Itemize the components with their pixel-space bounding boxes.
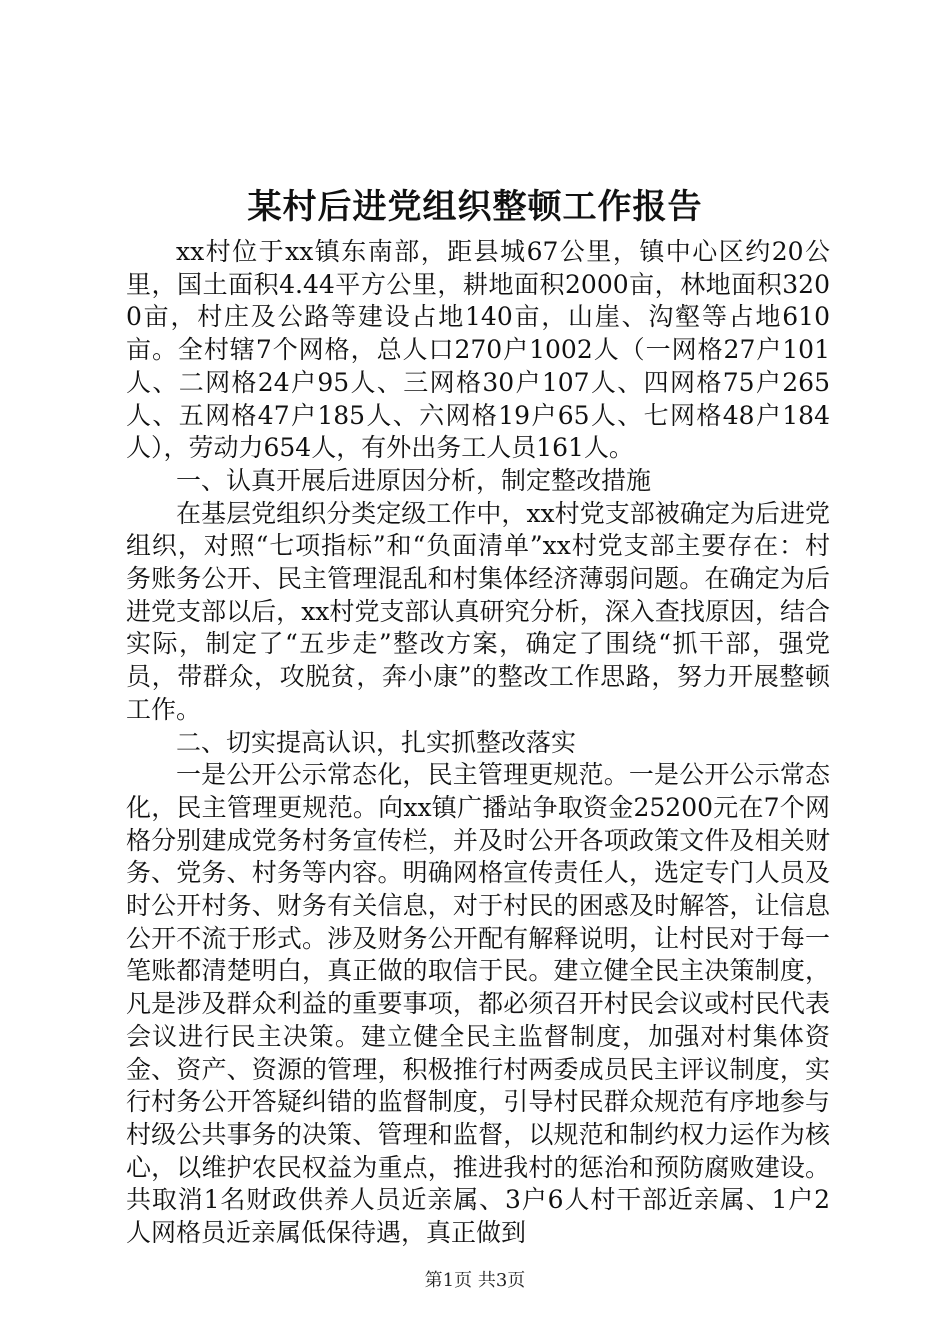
page-number: 第1页 共3页	[424, 1270, 526, 1291]
document-body	[126, 236, 830, 1250]
section-heading-2: 二、切实提高认识，扎实抓整改落实	[176, 727, 577, 757]
document-title: 某村后进党组织整顿工作报告	[247, 187, 703, 227]
intro-paragraph: xx村位于xx镇东南部，距县城67公里，镇中心区约20公里，国土面积4.44平方公里，耕地面积2000亩，林地面积3200亩，村庄及公路等建设占地140亩，山崖、沟壑等占地610亩。全村辖7个网格，总人口270户1002人（一网格27户101人、二网格24户95人、三网格30户107人、四网格75户265人、五网格47户185人、六网格19户65人、七网格48户184人），劳动力654人，有外出务工人员161人。	[126, 237, 830, 463]
section-2-paragraph: 一是公开公示常态化，民主管理更规范。一是公开公示常态化，民主管理更规范。向xx镇广播站争取资金25200元在7个网格分别建成党务村务宣传栏，并及时公开各项政策文件及相关财务、党务、村务等内容。明确网格宣传责任人，选定专门人员及时公开村务、财务有关信息，对于村民的困惑及时解答，让信息公开不流于形式。涉及财务公开配有解释说明，让村民对于每一笔账都清楚明白，真正做的取信于民。建立健全民主决策制度，凡是涉及群众利益的重要事项，都必须召开村民会议或村民代表会议进行民主决策。建立健全民主监督制度，加强对村集体资金、资产、资源的管理，积极推行村两委成员民主评议制度，实行村务公开答疑纠错的监督制度，引导村民群众规范有序地参与村级公共事务的决策、管理和监督，以规范和制约权力运作为核心，以维护农民权益为重点，推进我村的惩治和预防腐败建设。共取消1名财政供养人员近亲属、3户6人村干部近亲属、1户2人网格员近亲属低保待遇，真正做到	[126, 760, 830, 1248]
section-heading-1: 一、认真开展后进原因分析，制定整改措施	[176, 465, 652, 495]
section-1-paragraph: 在基层党组织分类定级工作中，xx村党支部被确定为后进党组织，对照“七项指标”和“负面清单”xx村党支部主要存在：村务账务公开、民主管理混乱和村集体经济薄弱问题。在确定为后进党支部以后，xx村党支部认真研究分析，深入查找原因，结合实际，制定了“五步走”整改方案，确定了围绕“抓干部，强党员，带群众，攻脱贫，奔小康”的整改工作思路，努力开展整顿工作。	[126, 498, 830, 724]
